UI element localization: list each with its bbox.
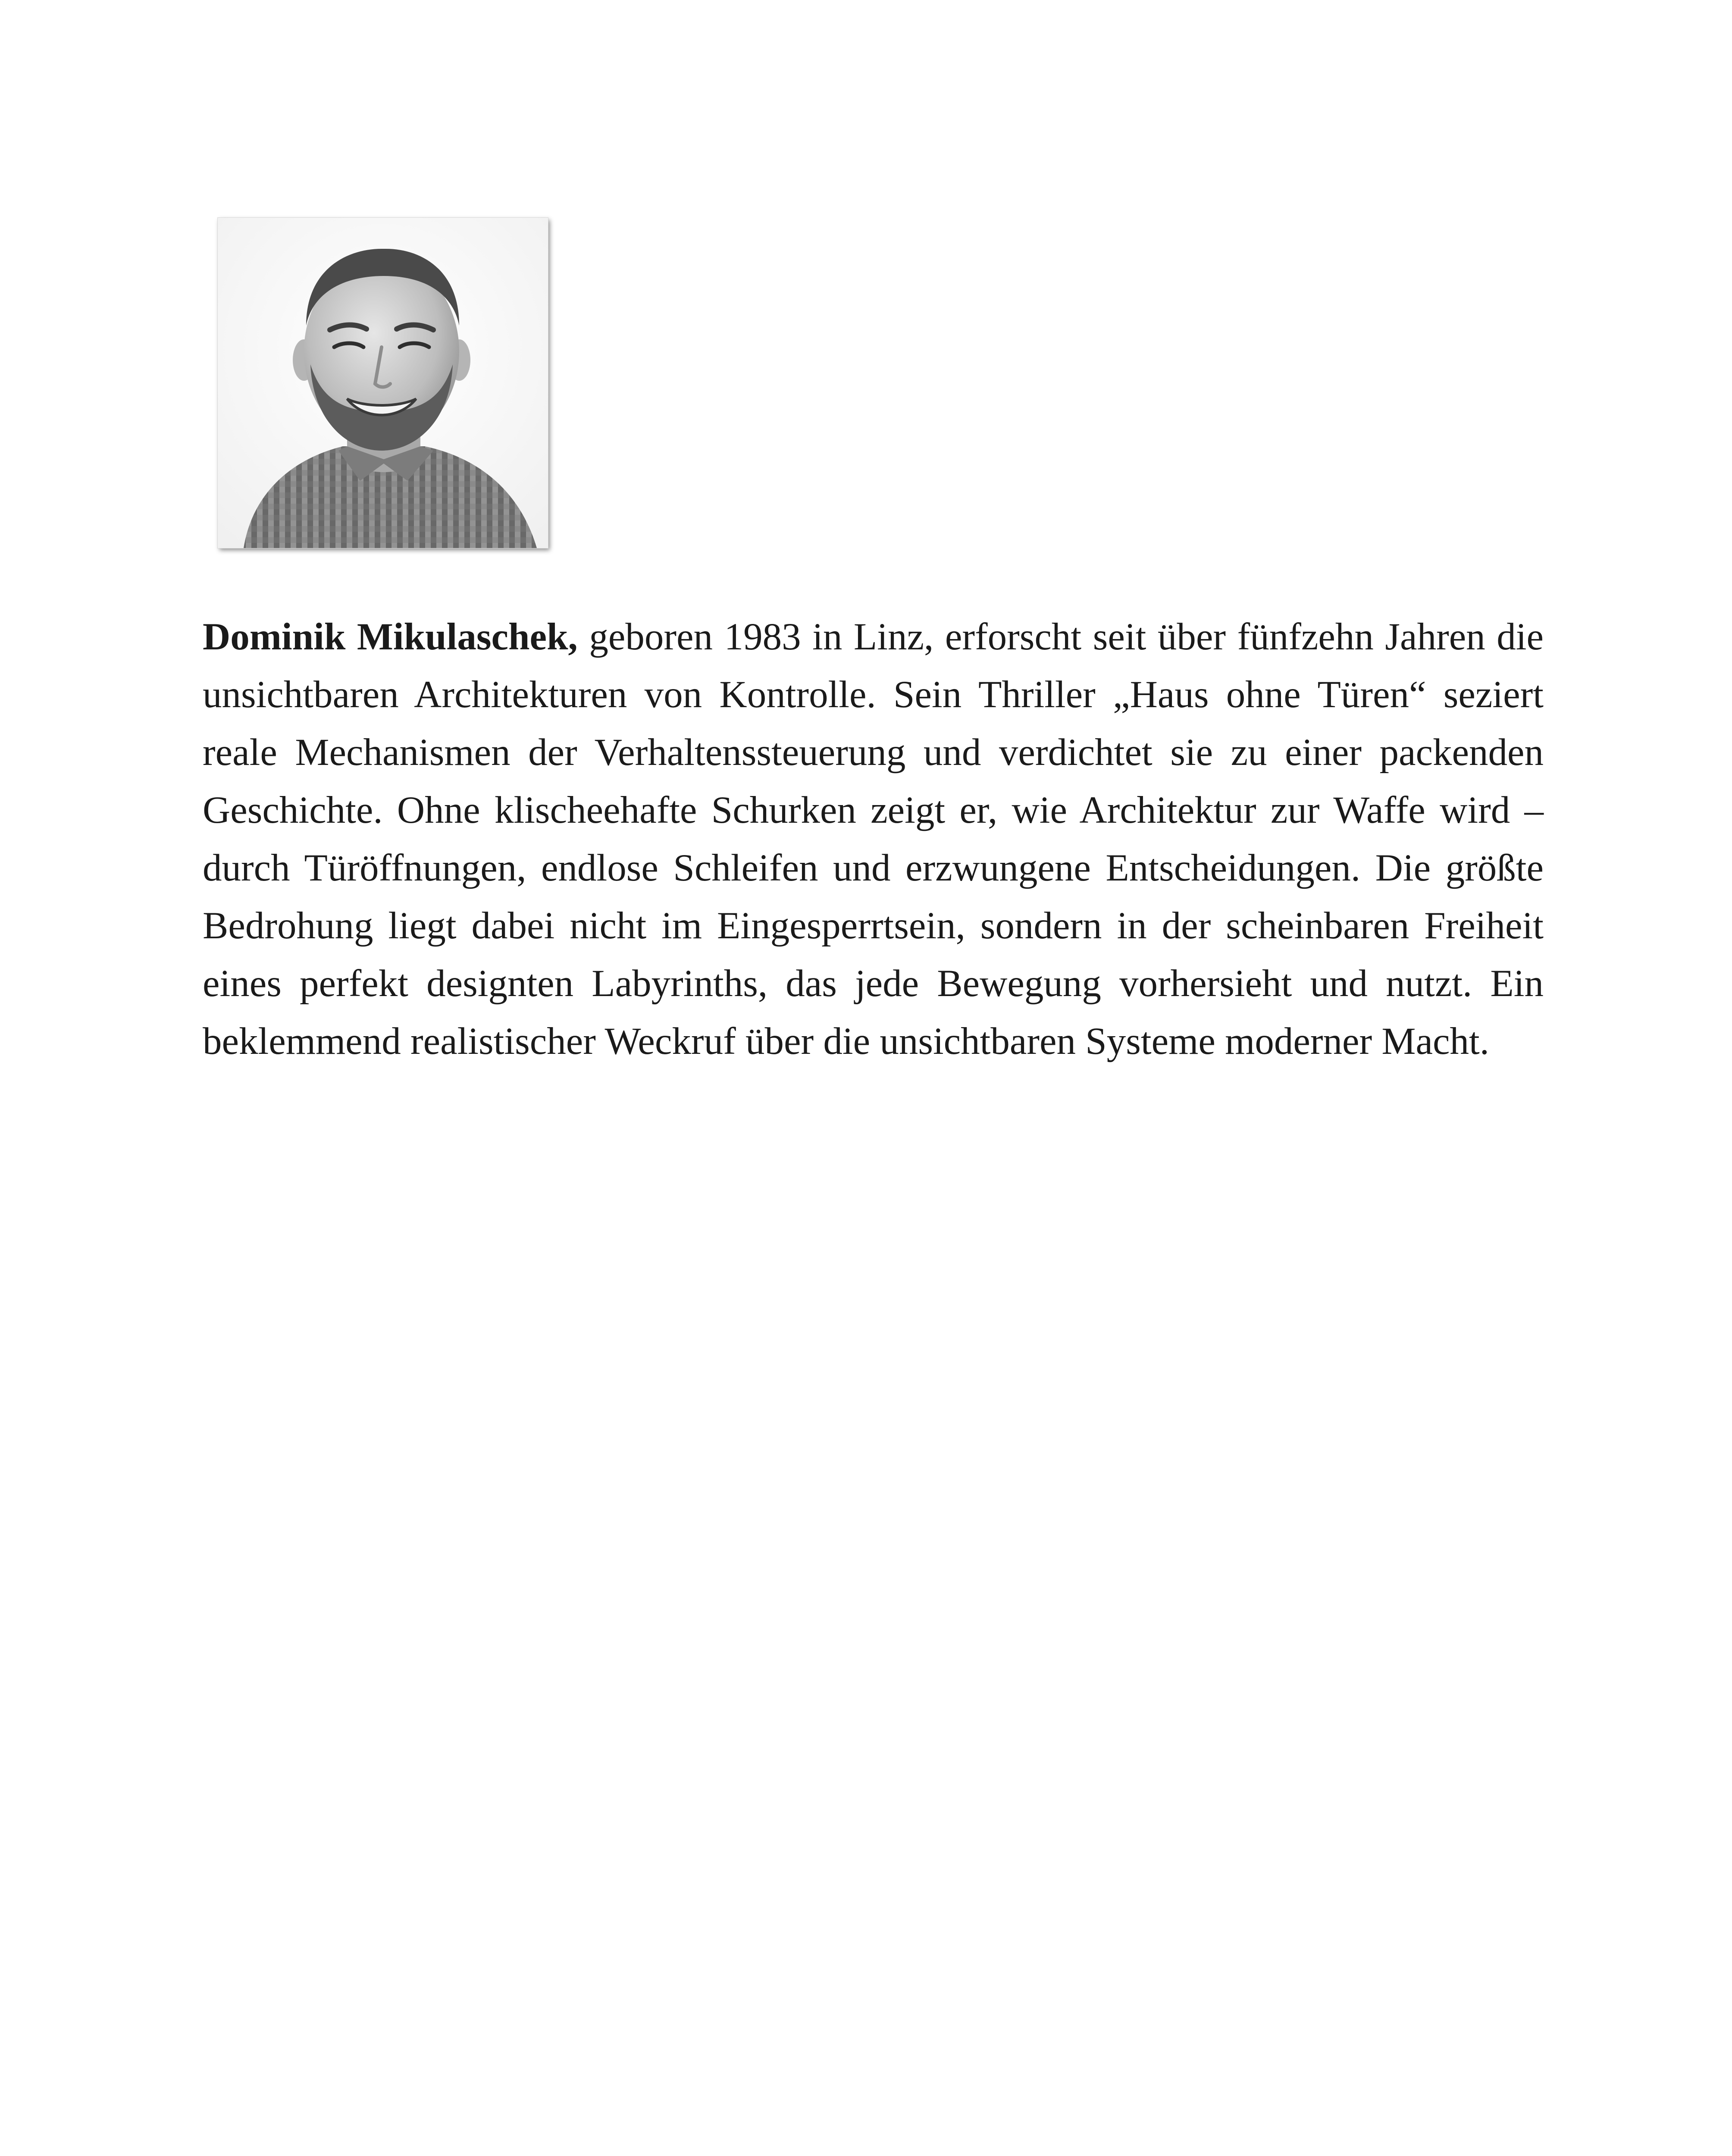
author-name: Dominik Mikulaschek, [203,616,578,658]
author-portrait-icon [218,218,548,548]
author-photo [218,218,548,548]
author-bio-text: geboren 1983 in Linz, erforscht seit über fünfzehn Jahren die unsichtbaren Architekturen von Kontrolle. Sein Thriller „Haus ohne Türen“ seziert reale Mechanismen der Verhaltenssteuerung und verdichtet sie zu einer packenden Geschichte. Ohne klischeehafte Schurken zeigt er, wie Architektur zur Waffe wird – durch Türöffnungen, endlose Schleifen und erzwungene Entscheidungen. Die größte Bedrohung liegt dabei nicht im Eingesperrtsein, sondern in der scheinbaren Freiheit eines perfekt designten Labyrinths, das jede Bewegung vorhersieht und nutzt. Ein beklemmend realistischer Weckruf über die unsichtbaren Systeme moderner Macht. [203,616,1544,1062]
author-bio [203,608,1544,1070]
